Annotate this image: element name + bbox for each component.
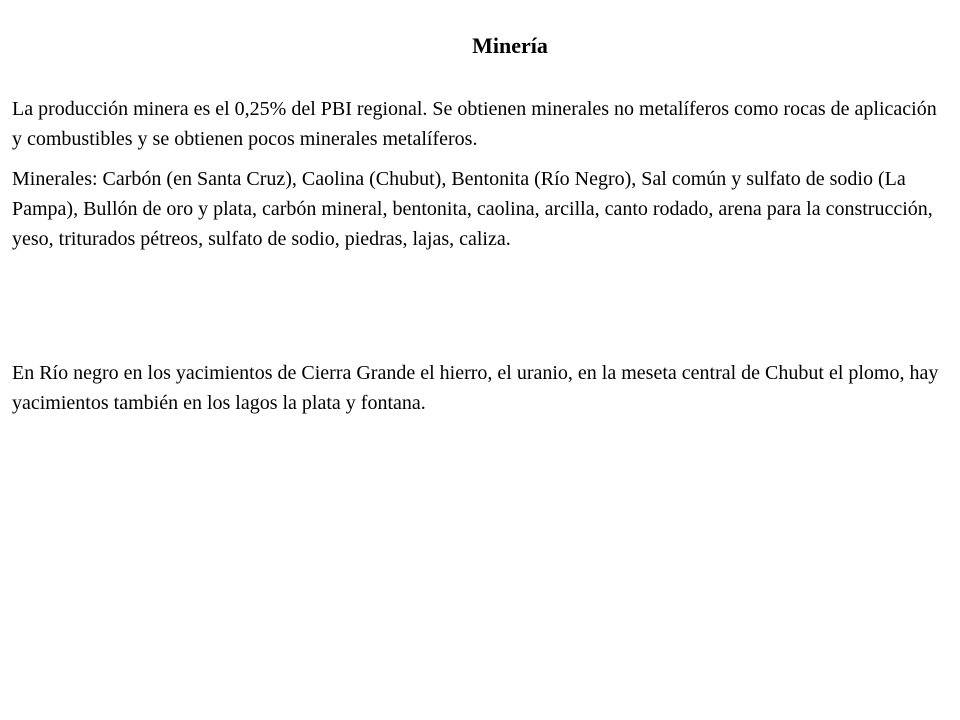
paragraph-production: La producción minera es el 0,25% del PBI regional. Se obtienen minerales no metalíferos como rocas de aplicación y combustibles y se obtienen pocos minerales metalíferos.	[12, 98, 937, 150]
slide-title: Minería	[472, 33, 548, 58]
paragraph-minerals: Minerales: Carbón (en Santa Cruz), Caolina (Chubut), Bentonita (Río Negro), Sal común y sulfato de sodio (La Pampa), Bullón de oro y plata, carbón mineral, bentonita, caolina, arcilla, canto rodado, arena para la construcción, yeso, triturados pétreos, sulfato de sodio, piedras, lajas, caliza.	[12, 168, 933, 250]
paragraph-deposits: En Río negro en los yacimientos de Cierra Grande el hierro, el uranio, en la meseta central de Chubut el plomo, hay yacimientos también en los lagos la plata y fontana.	[12, 362, 939, 414]
